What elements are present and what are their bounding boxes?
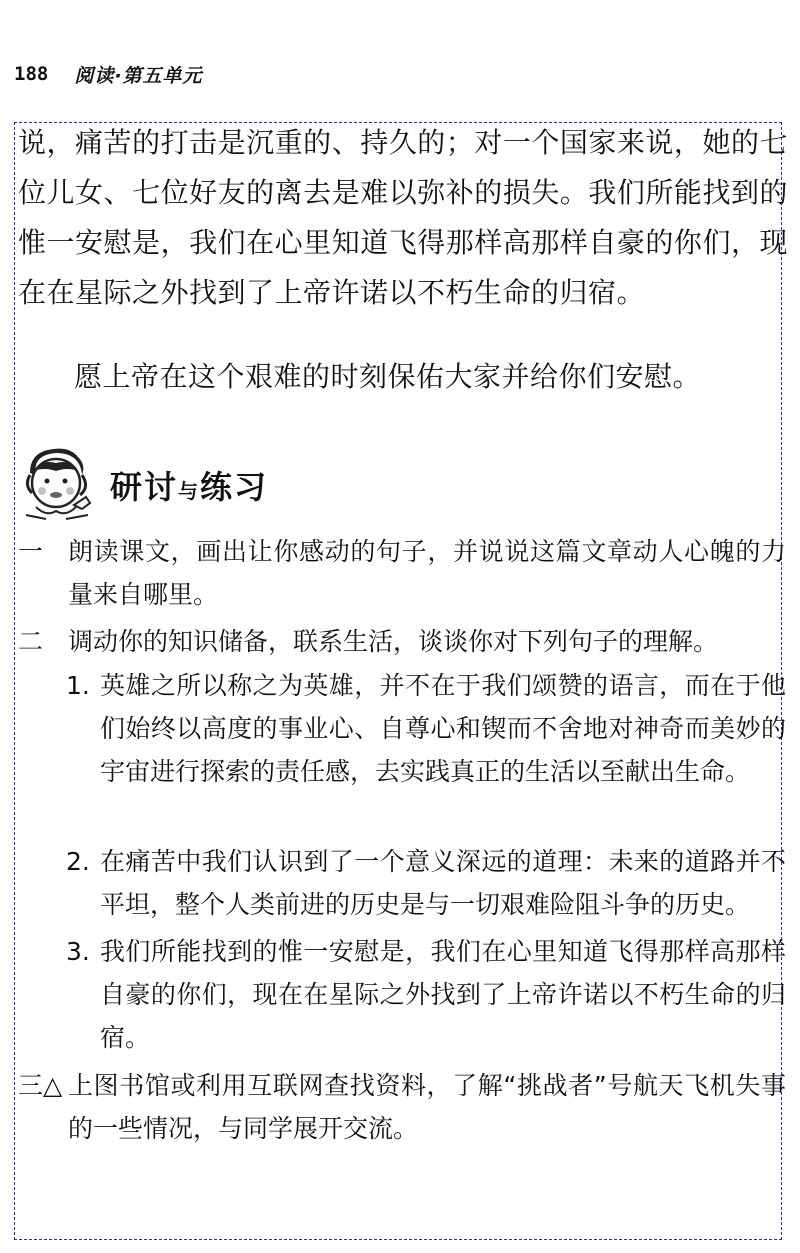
exercise-text: 上图书馆或利用互联网查找资料，了解“挑战者”号航天飞机失事的一些情况，与同学展开交流。 — [68, 1071, 786, 1143]
page-heading: 阅读·第五单元 — [74, 64, 203, 87]
item-number: 3. — [66, 937, 90, 966]
item-number: 1. — [66, 671, 90, 700]
item-text: 我们所能找到的惟一安慰是，我们在心里知道飞得那样高那样自豪的你们，现在在星际之外找到了上帝许诺以不朽生命的归宿。 — [100, 937, 786, 1052]
exercise-one — [18, 530, 786, 616]
passage-closing-text: 愿上帝在这个艰难的时刻保佑大家并给你们安慰。 — [74, 360, 702, 393]
exercise-two — [18, 620, 786, 663]
page-number: 188 — [14, 63, 49, 85]
exercise-number — [18, 1064, 62, 1107]
section-heading — [16, 445, 268, 525]
exercise-number: 一 — [18, 537, 44, 566]
item-number: 2. — [66, 847, 90, 876]
exercise-two-item-3 — [66, 930, 786, 1059]
item-text: 在痛苦中我们认识到了一个意义深远的道理：未来的道路并不平坦，整个人类前进的历史是与一切艰难险阻斗争的历史。 — [100, 847, 786, 919]
page-header — [14, 58, 203, 90]
optional-mark-icon: △ — [43, 1071, 63, 1100]
passage-paragraph — [18, 118, 788, 318]
exercise-text: 朗读课文，画出让你感动的句子，并说说这篇文章动人心魄的力量来自哪里。 — [68, 537, 786, 609]
passage-text: 说，痛苦的打击是沉重的、持久的；对一个国家来说，她的七位儿女、七位好友的离去是难以弥补的损失。我们所能找到的惟一安慰是，我们在心里知道飞得那样高那样自豪的你们，现在在星际之外找到了上帝许诺以不朽生命的归宿。 — [18, 126, 788, 309]
student-cartoon-icon — [16, 445, 102, 525]
section-title-end: 练习 — [200, 468, 269, 506]
exercise-three-number: 三 — [18, 1071, 44, 1100]
section-title — [110, 462, 268, 508]
item-text: 英雄之所以称之为英雄，并不在于我们颂赞的语言，而在于他们始终以高度的事业心、自尊心和锲而不舍地对神奇而美妙的宇宙进行探索的责任感，去实践真正的生活以至献出生命。 — [100, 671, 786, 786]
exercise-number: 二 — [18, 627, 44, 656]
exercise-three — [18, 1064, 786, 1150]
exercise-two-item-1 — [66, 664, 786, 793]
exercise-two-item-2 — [66, 840, 786, 926]
section-title-join: 与 — [178, 479, 201, 503]
passage-closing — [18, 352, 788, 402]
exercise-text: 调动你的知识储备，联系生活，谈谈你对下列句子的理解。 — [68, 627, 719, 656]
section-title-main: 研讨 — [110, 468, 179, 506]
